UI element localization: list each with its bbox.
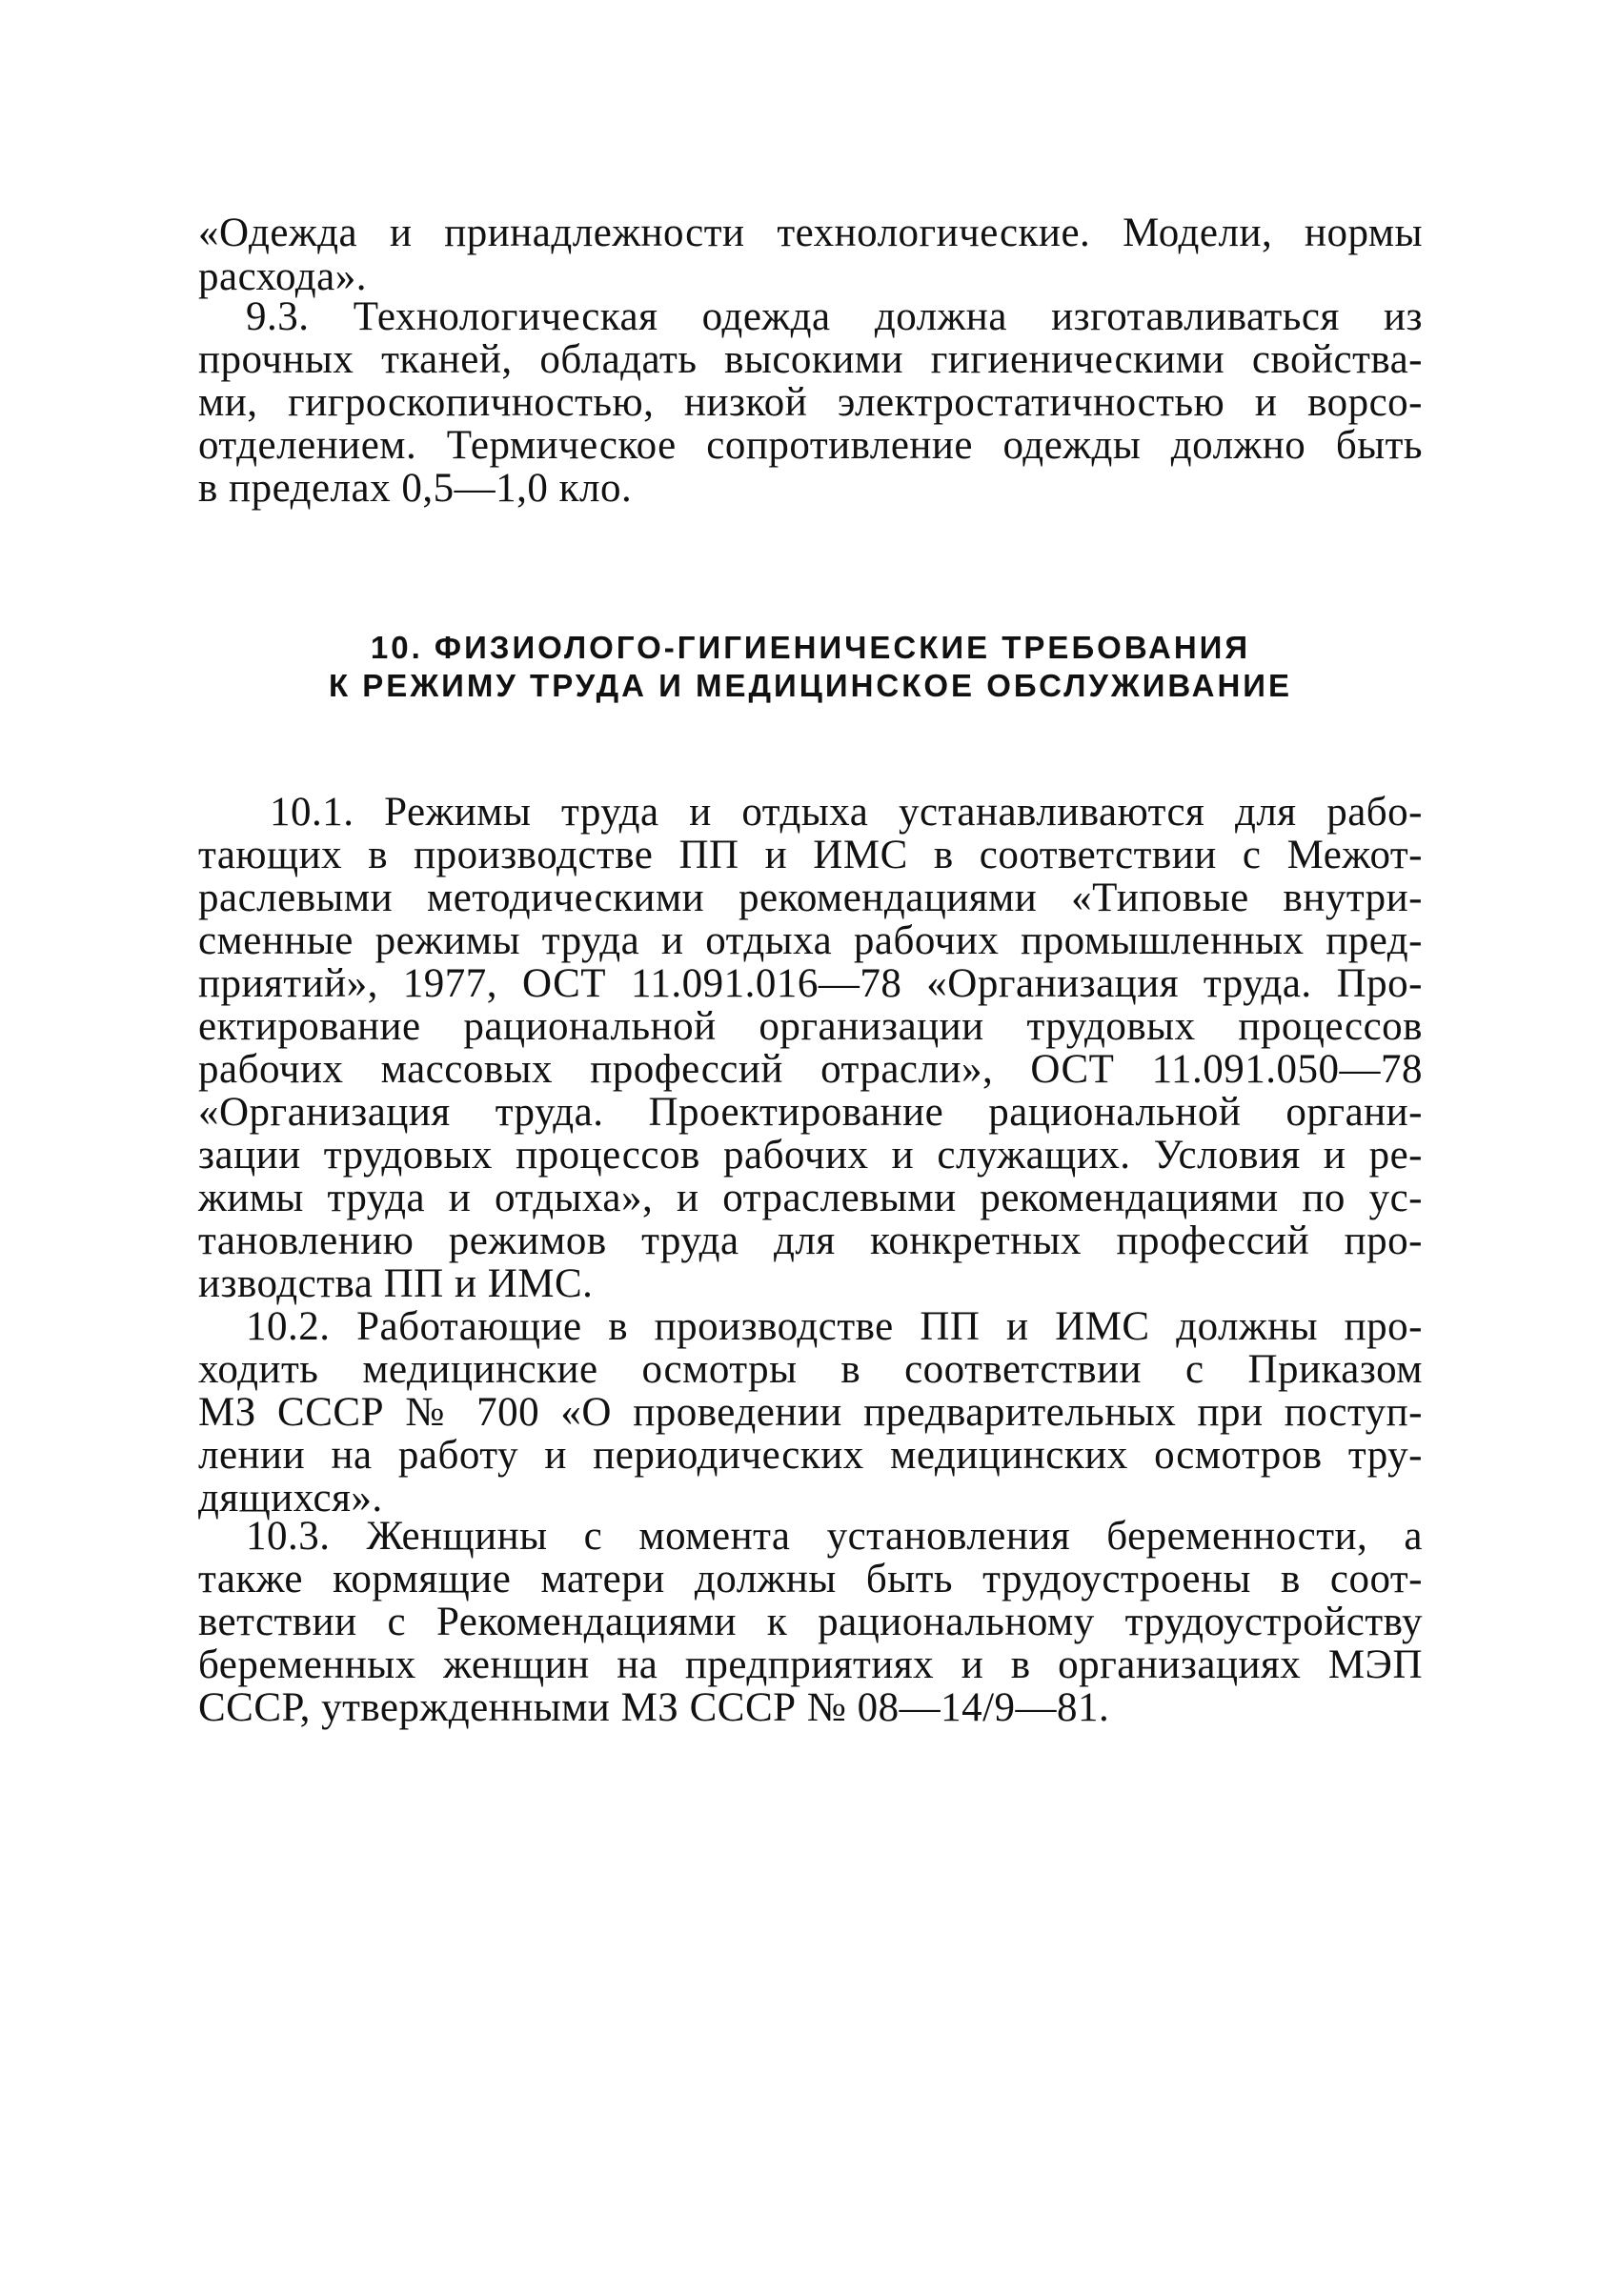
text-line: расхода». (198, 254, 367, 299)
text-line: жимы труда и отдыха», и отраслевыми рекомендациями по ус- (198, 1176, 1423, 1220)
text-line: в пределах 0,5—1,0 кло. (198, 466, 633, 511)
text-line: 10.1. Режимы труда и отдыха устанавливаются для рабо- (270, 790, 1423, 835)
text-line: рабочих массовых профессий отрасли», ОСТ 11.091.050—78 (198, 1047, 1423, 1092)
text-line: тановлению режимов труда для конкретных профессий про- (198, 1218, 1423, 1263)
text-line: лении на работу и периодических медицинских осмотров тру- (198, 1433, 1423, 1478)
text-line: прочных тканей, обладать высокими гигиеническими свойства- (198, 337, 1423, 382)
text-line: «Организация труда. Проектирование рациональной органи- (198, 1090, 1423, 1135)
text-line: раслевыми методическими рекомендациями «Типовые внутри- (198, 876, 1423, 920)
text-line: 9.3. Технологическая одежда должна изготавливаться из (246, 294, 1423, 339)
text-line: также кормящие матери должны быть трудоустроены в соот- (198, 1557, 1423, 1601)
text-line: тающих в производстве ПП и ИМС в соответствии с Межот- (198, 833, 1423, 877)
text-line: изводства ПП и ИМС. (198, 1261, 594, 1306)
section-heading-line: 10. ФИЗИОЛОГО-ГИГИЕНИЧЕСКИЕ ТРЕБОВАНИЯ (370, 630, 1251, 665)
text-line: 10.3. Женщины с момента установления беременности, а (246, 1514, 1423, 1559)
text-line: ветствии с Рекомендациями к рациональному трудоустройству (198, 1600, 1423, 1644)
text-line: приятий», 1977, ОСТ 11.091.016—78 «Организация труда. Про- (198, 961, 1423, 1006)
text-line: МЗ СССР № 700 «О проведении предварительных при поступ- (198, 1390, 1423, 1435)
text-line: дящихся». (198, 1476, 383, 1521)
text-line: ходить медицинские осмотры в соответствии с Приказом (198, 1347, 1423, 1392)
text-line: ектирование рациональной организации трудовых процессов (198, 1004, 1423, 1049)
section-heading-line: К РЕЖИМУ ТРУДА И МЕДИЦИНСКОЕ ОБСЛУЖИВАНИЕ (328, 668, 1293, 703)
text-line: ми, гигроскопичностью, низкой электростатичностью и ворсо- (198, 380, 1423, 425)
text-line: беременных женщин на предприятиях и в организациях МЭП (198, 1642, 1423, 1687)
text-line: 10.2. Работающие в производстве ПП и ИМС должны про- (246, 1304, 1423, 1349)
text-line: «Одежда и принадлежности технологические. Модели, нормы (198, 211, 1423, 255)
text-line: отделением. Термическое сопротивление одежды должно быть (198, 423, 1423, 468)
text-line: СССР, утвержденными МЗ СССР № 08—14/9—81. (198, 1685, 1110, 1730)
text-line: сменные режимы труда и отдыха рабочих промышленных пред- (198, 918, 1423, 963)
text-line: зации трудовых процессов рабочих и служащих. Условия и ре- (198, 1133, 1423, 1178)
